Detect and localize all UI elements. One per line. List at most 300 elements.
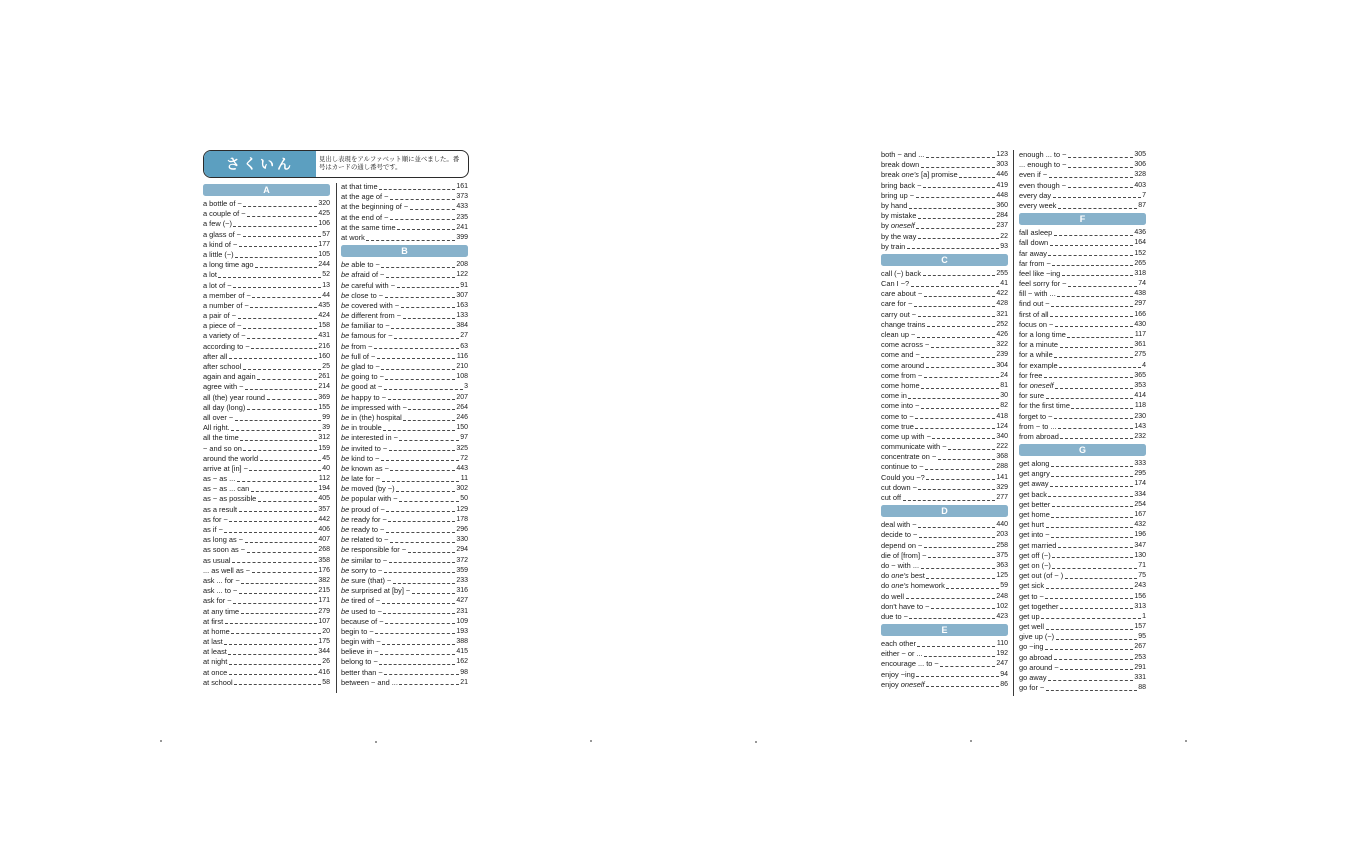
index-entry	[341, 454, 468, 464]
entry-number: 102	[996, 602, 1008, 610]
dotted-leader	[923, 269, 995, 279]
entry-number: 369	[318, 393, 330, 401]
section-header-B: B	[341, 245, 468, 257]
index-entry	[1019, 500, 1146, 510]
entry-number: 122	[456, 271, 468, 279]
index-entry	[341, 281, 468, 291]
index-title-banner	[203, 150, 469, 178]
index-entry	[203, 311, 330, 321]
dotted-leader	[1054, 350, 1133, 360]
entry-number: 155	[318, 403, 330, 411]
entry-phrase: be full of ~	[341, 351, 376, 361]
dotted-leader	[245, 382, 317, 392]
dotted-leader	[243, 321, 317, 331]
entry-phrase: be able to ~	[341, 260, 380, 270]
index-entry	[203, 199, 330, 209]
entry-number: 325	[456, 444, 468, 452]
entry-number: 97	[460, 434, 468, 442]
index-entry	[203, 301, 330, 311]
dotted-leader	[927, 320, 995, 330]
dotted-leader	[251, 484, 317, 494]
entry-number: 353	[1134, 381, 1146, 389]
entry-phrase: at first	[203, 616, 224, 626]
index-entry	[341, 433, 468, 443]
entry-phrase: go around ~	[1019, 662, 1059, 672]
entry-phrase: come true	[881, 421, 914, 431]
index-entry	[341, 423, 468, 433]
entry-phrase: be used to ~	[341, 606, 382, 616]
index-entry	[341, 668, 468, 678]
index-entry	[881, 391, 1008, 401]
entry-number: 150	[456, 424, 468, 432]
index-entry	[203, 454, 330, 464]
entry-number: 320	[318, 200, 330, 207]
entry-phrase: ask for ~	[203, 596, 232, 606]
entry-phrase: get hurt	[1019, 520, 1045, 530]
index-entry	[881, 442, 1008, 452]
dotted-leader	[924, 649, 995, 659]
entry-number: 357	[318, 505, 330, 513]
entry-phrase: be famous for ~	[341, 331, 393, 341]
index-entry	[341, 233, 468, 243]
dotted-leader	[375, 627, 455, 637]
entry-number: 39	[322, 424, 330, 432]
index-entry	[881, 289, 1008, 299]
entry-phrase: a variety of ~	[203, 331, 246, 341]
dotted-leader	[938, 452, 995, 462]
entry-number: 442	[318, 515, 330, 523]
dotted-leader	[928, 551, 995, 561]
entry-phrase: be ready to ~	[341, 525, 385, 534]
index-entry	[203, 617, 330, 627]
entry-number: 440	[996, 521, 1008, 529]
entry-phrase: fill ~ with ...	[1019, 289, 1056, 299]
dotted-leader	[237, 474, 318, 484]
dotted-leader	[381, 362, 454, 372]
entry-number: 26	[322, 658, 330, 666]
entry-phrase: get better	[1019, 499, 1051, 509]
dotted-leader	[258, 494, 317, 504]
entry-number: 177	[318, 240, 330, 248]
entry-number: 235	[456, 213, 468, 221]
entry-number: 98	[460, 668, 468, 676]
index-entry	[1019, 381, 1146, 391]
dotted-leader	[390, 535, 455, 545]
index-entry	[203, 657, 330, 667]
index-entry	[341, 342, 468, 352]
index-entry	[881, 412, 1008, 422]
index-column	[881, 150, 1008, 690]
entry-phrase: be going to ~	[341, 372, 384, 382]
index-entry	[203, 586, 330, 596]
dotted-leader	[384, 382, 463, 392]
entry-number: 261	[318, 373, 330, 381]
entry-phrase: a little (~)	[203, 249, 234, 259]
entry-number: 24	[1000, 371, 1008, 379]
dotted-leader	[377, 352, 456, 362]
entry-number: 125	[996, 572, 1008, 580]
entry-phrase: even though ~	[1019, 180, 1067, 190]
index-entry	[203, 433, 330, 443]
index-entry	[881, 242, 1008, 252]
dotted-leader	[390, 464, 454, 474]
entry-number: 246	[456, 413, 468, 421]
entry-phrase: be responsible for ~	[341, 545, 407, 555]
entry-number: 1	[1142, 612, 1146, 620]
dotted-leader	[1045, 642, 1133, 652]
entry-number: 108	[456, 373, 468, 381]
index-entry	[341, 403, 468, 413]
entry-phrase: Could you ~?	[881, 472, 925, 482]
entry-number: 322	[996, 341, 1008, 349]
index-entry	[1019, 479, 1146, 489]
entry-number: 116	[456, 352, 468, 360]
entry-number: 284	[996, 212, 1008, 220]
entry-number: 363	[996, 561, 1008, 569]
dotted-leader	[233, 596, 317, 606]
entry-phrase: cut off	[881, 493, 901, 502]
entry-phrase: according to ~	[203, 341, 250, 351]
index-entry	[881, 401, 1008, 411]
entry-phrase: as if ~	[203, 525, 223, 534]
entry-phrase: carry out ~	[881, 309, 917, 319]
index-entry	[1019, 289, 1146, 299]
index-entry	[341, 213, 468, 223]
entry-phrase: as for ~	[203, 514, 228, 524]
entry-number: 318	[1134, 269, 1146, 277]
entry-number: 164	[1134, 239, 1146, 247]
entry-number: 365	[1134, 371, 1146, 379]
entry-phrase: feel like ~ing	[1019, 268, 1061, 278]
entry-number: 124	[996, 422, 1008, 430]
dotted-leader	[932, 432, 994, 442]
dotted-leader	[1048, 249, 1132, 259]
entry-number: 267	[1134, 643, 1146, 651]
entry-phrase: come across ~	[881, 340, 930, 350]
index-entry	[1019, 201, 1146, 211]
index-entry	[1019, 340, 1146, 350]
entry-number: 304	[996, 361, 1008, 369]
dotted-leader	[1060, 340, 1133, 350]
entry-phrase: deal with ~	[881, 520, 917, 530]
entry-phrase: come from ~	[881, 370, 923, 380]
entry-phrase: be known as ~	[341, 463, 389, 473]
index-entry	[1019, 228, 1146, 238]
dotted-leader	[218, 270, 320, 280]
dotted-leader	[379, 657, 455, 667]
entry-number: 21	[460, 678, 468, 686]
entry-number: 316	[456, 587, 468, 595]
dotted-leader	[267, 393, 317, 403]
entry-number: 130	[1134, 551, 1146, 559]
index-entry	[1019, 238, 1146, 248]
index-entry	[881, 211, 1008, 221]
entry-phrase: be different from ~	[341, 311, 402, 321]
dotted-leader	[915, 422, 994, 432]
dotted-leader	[385, 291, 455, 301]
entry-phrase: all day (long)	[203, 402, 246, 412]
index-entry	[203, 260, 330, 270]
index-entry	[1019, 350, 1146, 360]
dotted-leader	[1052, 259, 1132, 269]
entry-phrase: because of ~	[341, 616, 384, 626]
entry-number: 330	[456, 536, 468, 544]
dotted-leader	[921, 561, 995, 571]
dotted-leader	[924, 371, 999, 381]
dotted-leader	[260, 454, 321, 464]
dotted-leader	[1054, 228, 1133, 238]
index-entry	[203, 372, 330, 382]
entry-phrase: a kind of ~	[203, 239, 238, 249]
entry-number: 133	[456, 312, 468, 320]
entry-number: 443	[456, 464, 468, 472]
entry-phrase: get angry	[1019, 469, 1050, 479]
entry-phrase: at any time	[203, 606, 240, 616]
entry-phrase: all (the) year round	[203, 392, 266, 402]
index-entry	[341, 566, 468, 576]
entry-number: 361	[1134, 341, 1146, 349]
entry-number: 117	[1134, 331, 1146, 338]
index-entry	[203, 556, 330, 566]
entry-number: 243	[1134, 582, 1146, 590]
dotted-leader	[397, 281, 459, 291]
entry-number: 176	[318, 566, 330, 574]
entry-phrase: find out ~	[1019, 299, 1050, 309]
entry-phrase: communicate with ~	[881, 442, 947, 452]
entry-phrase: get home	[1019, 510, 1050, 519]
index-entry	[203, 596, 330, 606]
index-entry	[881, 452, 1008, 462]
entry-phrase: be popular with ~	[341, 494, 398, 504]
index-entry	[341, 556, 468, 566]
index-entry	[341, 545, 468, 555]
entry-number: 248	[996, 592, 1008, 600]
index-entry	[341, 223, 468, 233]
registration-mark	[375, 741, 377, 743]
dotted-leader	[1054, 412, 1133, 422]
dotted-leader	[389, 556, 455, 566]
index-entry	[881, 422, 1008, 432]
entry-number: 277	[996, 494, 1008, 501]
entry-phrase: at last	[203, 637, 223, 647]
dotted-leader	[1054, 653, 1133, 663]
registration-mark	[590, 740, 592, 742]
index-entry	[203, 474, 330, 484]
dotted-leader	[252, 566, 317, 576]
entry-number: 388	[456, 638, 468, 646]
dotted-leader	[410, 202, 455, 212]
index-entry	[203, 270, 330, 280]
dotted-leader	[229, 515, 316, 525]
index-entry	[1019, 520, 1146, 530]
entry-number: 86	[1000, 680, 1008, 688]
dotted-leader	[396, 484, 455, 494]
entry-number: 373	[456, 193, 468, 201]
index-entry	[881, 350, 1008, 360]
entry-number: 275	[1134, 351, 1146, 359]
entry-number: 123	[996, 151, 1008, 158]
entry-number: 312	[318, 434, 330, 442]
index-entry	[1019, 181, 1146, 191]
index-entry	[881, 340, 1008, 350]
entry-number: 407	[318, 536, 330, 544]
entry-phrase: go for ~	[1019, 683, 1045, 693]
entry-phrase: after school	[203, 362, 242, 371]
entry-phrase: arrive at [in] ~	[203, 463, 248, 473]
dotted-leader	[384, 668, 458, 678]
entry-number: 418	[996, 412, 1008, 420]
dotted-leader	[390, 192, 455, 202]
dotted-leader	[245, 535, 317, 545]
index-entry	[203, 545, 330, 555]
entry-number: 347	[1134, 541, 1146, 549]
index-entry	[881, 462, 1008, 472]
entry-phrase: bring up ~	[881, 190, 915, 200]
entry-phrase: as ~ as ...	[203, 474, 236, 484]
dotted-leader	[403, 413, 454, 423]
dotted-leader	[1065, 571, 1137, 581]
entry-number: 306	[1134, 161, 1146, 169]
index-entry	[341, 192, 468, 202]
index-entry	[1019, 191, 1146, 201]
index-entry	[203, 362, 330, 372]
entry-number: 432	[1134, 521, 1146, 529]
dotted-leader	[229, 352, 317, 362]
entry-phrase: get back	[1019, 489, 1047, 499]
entry-number: 424	[318, 312, 330, 320]
dotted-leader	[1062, 269, 1133, 279]
dotted-leader	[1052, 551, 1133, 561]
entry-number: 231	[456, 607, 468, 615]
index-entry	[881, 320, 1008, 330]
index-entry	[203, 321, 330, 331]
dotted-leader	[247, 403, 317, 413]
entry-number: 431	[318, 332, 330, 340]
entry-number: 430	[1134, 320, 1146, 328]
entry-number: 252	[996, 320, 1008, 328]
entry-phrase: a couple of ~	[203, 209, 246, 219]
index-entry	[881, 473, 1008, 483]
index-entry	[1019, 683, 1146, 693]
dotted-leader	[224, 637, 317, 647]
entry-number: 302	[456, 485, 468, 493]
entry-phrase: a lot of ~	[203, 280, 232, 290]
index-entry	[881, 371, 1008, 381]
index-entry	[203, 352, 330, 362]
index-entry	[203, 647, 330, 657]
entry-phrase: ... as well as ~	[203, 565, 251, 575]
index-entry	[341, 362, 468, 372]
entry-phrase: around the world	[203, 453, 259, 463]
index-entry	[881, 299, 1008, 309]
entry-phrase: forget to ~	[1019, 411, 1053, 421]
entry-phrase: a number of ~	[203, 300, 249, 310]
dotted-leader	[948, 442, 995, 452]
entry-phrase: be proud of ~	[341, 504, 385, 514]
entry-phrase: be invited to ~	[341, 443, 388, 453]
entry-number: 109	[456, 617, 468, 625]
dotted-leader	[1049, 170, 1133, 180]
index-entry	[203, 331, 330, 341]
index-entry	[1019, 422, 1146, 432]
entry-number: 107	[318, 617, 330, 625]
entry-phrase: as soon as ~	[203, 545, 246, 555]
entry-number: 216	[318, 342, 330, 350]
dotted-leader	[1060, 432, 1132, 442]
entry-phrase: agree with ~	[203, 382, 244, 392]
registration-mark	[160, 740, 162, 742]
entry-phrase: from abroad	[1019, 431, 1059, 441]
index-entry	[1019, 663, 1146, 673]
index-title: さくいん	[204, 151, 316, 177]
dotted-leader	[909, 201, 995, 211]
dotted-leader	[380, 647, 455, 657]
entry-phrase: come to ~	[881, 411, 914, 421]
entry-number: 279	[318, 607, 330, 615]
index-column	[1019, 150, 1146, 693]
index-entry	[203, 342, 330, 352]
entry-number: 30	[1000, 392, 1008, 400]
section-header-C: C	[881, 254, 1008, 266]
entry-number: 428	[996, 300, 1008, 308]
entry-phrase: decide to ~	[881, 530, 918, 540]
entry-phrase: depend on ~	[881, 540, 923, 550]
entry-number: 161	[456, 183, 468, 190]
entry-number: 233	[456, 576, 468, 584]
entry-phrase: be surprised at [by] ~	[341, 586, 411, 596]
entry-phrase: enjoy oneself	[881, 679, 925, 689]
entry-phrase: begin to ~	[341, 626, 374, 636]
entry-phrase: break one's [a] promise	[881, 170, 958, 180]
entry-phrase: for sure	[1019, 391, 1045, 401]
entry-number: 11	[460, 475, 468, 483]
dotted-leader	[1046, 622, 1133, 632]
entry-phrase: belong to ~	[341, 657, 378, 667]
entry-number: 110	[996, 640, 1008, 648]
entry-phrase: change trains	[881, 319, 926, 329]
index-entry	[203, 494, 330, 504]
entry-phrase: be familiar to ~	[341, 321, 390, 331]
index-entry	[881, 150, 1008, 160]
dotted-leader	[921, 401, 999, 411]
entry-phrase: concentrate on ~	[881, 452, 937, 462]
index-entry	[881, 279, 1008, 289]
entry-phrase: for a long time	[1019, 330, 1066, 339]
index-entry	[881, 493, 1008, 503]
entry-phrase: as usual	[203, 555, 231, 565]
entry-phrase: get well	[1019, 622, 1045, 632]
entry-phrase: at once	[203, 667, 228, 677]
dotted-leader	[382, 474, 459, 484]
entry-phrase: for the first time	[1019, 401, 1070, 411]
entry-phrase: get off (~)	[1019, 550, 1051, 560]
index-entry	[1019, 269, 1146, 279]
dotted-leader	[926, 680, 999, 690]
index-entry	[1019, 160, 1146, 170]
index-entry	[1019, 310, 1146, 320]
dotted-leader	[1059, 361, 1140, 371]
dotted-leader	[235, 250, 317, 260]
index-entry	[341, 444, 468, 454]
entry-number: 74	[1138, 280, 1146, 288]
entry-phrase: don't have to ~	[881, 601, 930, 611]
index-entry	[881, 381, 1008, 391]
entry-phrase: focus on ~	[1019, 319, 1054, 329]
entry-phrase: a bottle of ~	[203, 199, 242, 208]
entry-number: 291	[1134, 663, 1146, 671]
entry-number: 194	[318, 485, 330, 493]
index-entry	[341, 637, 468, 647]
